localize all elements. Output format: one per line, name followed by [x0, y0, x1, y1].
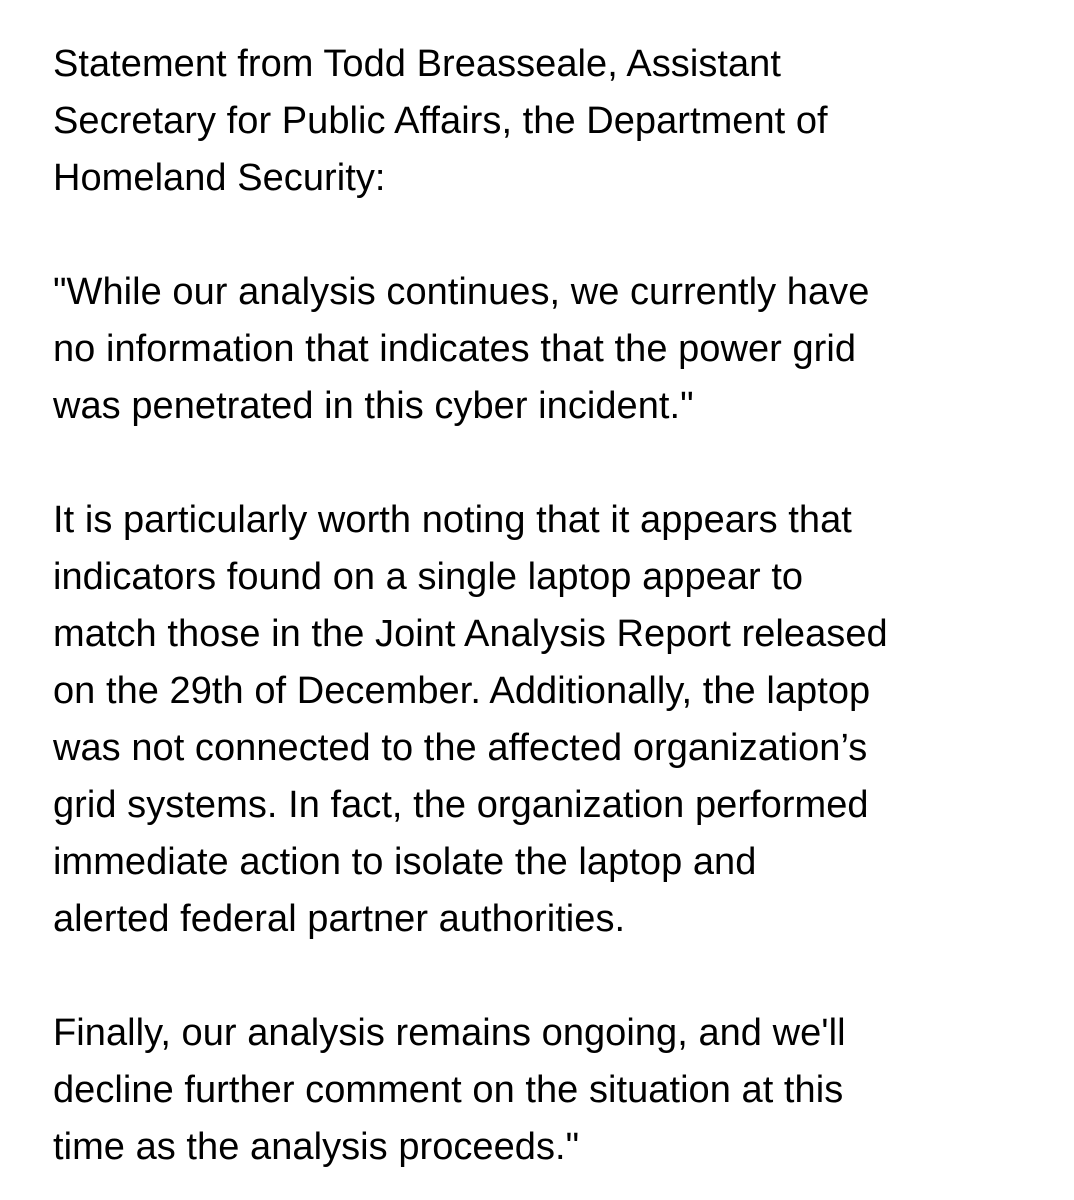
header-line: Homeland Security: [53, 157, 386, 199]
body-line: alerted federal partner authorities. [53, 898, 626, 940]
body-line: grid systems. In fact, the organization performed [53, 784, 869, 826]
header-line: Statement from Todd Breasseale, Assistant [53, 43, 781, 85]
statement-header-paragraph [53, 36, 1038, 207]
quote-line: "While our analysis continues, we currently have [53, 271, 870, 313]
closing-paragraph [53, 1005, 1038, 1176]
closing-line: Finally, our analysis remains ongoing, and we'll [53, 1012, 846, 1054]
quote-line: was penetrated in this cyber incident." [53, 385, 694, 427]
header-line: Secretary for Public Affairs, the Department of [53, 100, 828, 142]
body-line: It is particularly worth noting that it appears that [53, 499, 852, 541]
body-line: immediate action to isolate the laptop and [53, 841, 757, 883]
body-line: was not connected to the affected organization’s [53, 727, 868, 769]
body-paragraph [53, 492, 1038, 948]
closing-line: time as the analysis proceeds." [53, 1126, 580, 1168]
quote-paragraph [53, 264, 1038, 435]
body-line: indicators found on a single laptop appear to [53, 556, 804, 598]
statement-document [53, 36, 1038, 1176]
body-line: match those in the Joint Analysis Report released [53, 613, 888, 655]
body-line: on the 29th of December. Additionally, the laptop [53, 670, 871, 712]
closing-line: decline further comment on the situation at this [53, 1069, 844, 1111]
quote-line: no information that indicates that the power grid [53, 328, 857, 370]
